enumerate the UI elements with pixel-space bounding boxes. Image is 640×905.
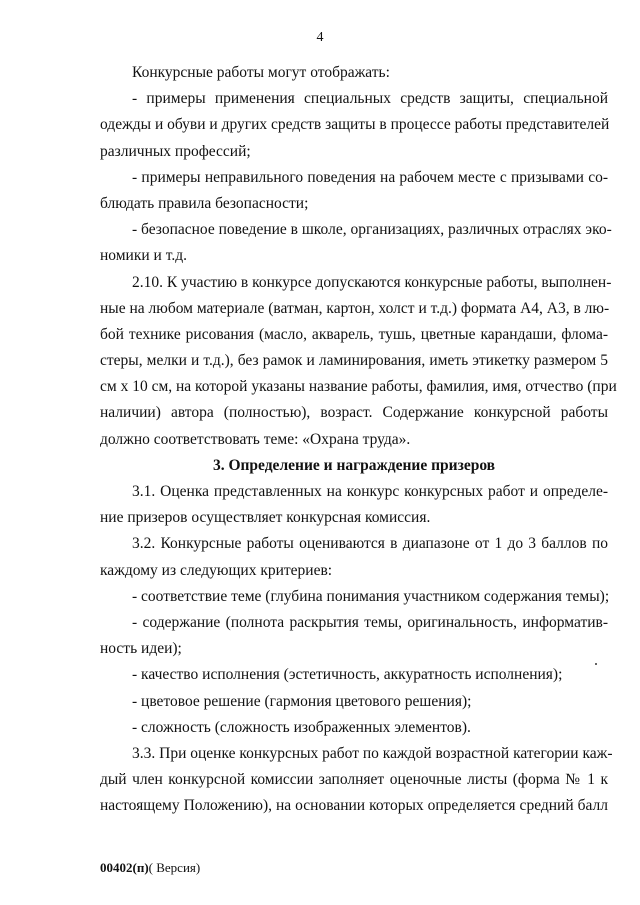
list-item: - соответствие теме (глубина понимания участником содержания темы); xyxy=(132,587,610,605)
text-line: различных профессий; xyxy=(100,142,251,160)
text-line: ние призеров осуществляет конкурсная комиссия. xyxy=(100,509,431,527)
text-line: - примеры неправильного поведения на рабочем месте с призывами со- xyxy=(132,168,608,186)
text-line: 3.3. При оценке конкурсных работ по каждой возрастной категории каж- xyxy=(132,744,613,762)
page-number: 4 xyxy=(316,30,324,45)
text-line: бой технике рисования (масло, акварель, тушь, цветные карандаши, флома- xyxy=(100,325,608,343)
text-line: ные на любом материале (ватман, картон, холст и т.д.) формата А4, А3, в лю- xyxy=(100,299,610,317)
text-line: настоящему Положению), на основании которых определяется средний балл xyxy=(100,797,608,815)
text-line: ность идеи); xyxy=(100,640,182,658)
text-line: одежды и обуви и других средств защиты в процессе работы представителей xyxy=(100,116,610,134)
list-item: - цветовое решение (гармония цветового решения); xyxy=(132,692,472,710)
text-line: - безопасное поведение в школе, организациях, различных отраслях эко- xyxy=(132,221,612,239)
text-line: 2.10. К участию в конкурсе допускаются конкурсные работы, выполнен- xyxy=(132,273,612,291)
footer-label: ( Версия) xyxy=(148,860,201,875)
scan-speck xyxy=(595,663,597,665)
text-line: дый член конкурсной комиссии заполняет оценочные листы (форма № 1 к xyxy=(100,771,608,789)
text-line: должно соответствовать теме: «Охрана труда». xyxy=(100,430,411,448)
text-line: стеры, мелки и т.д.), без рамок и ламинирования, иметь этикетку размером 5 xyxy=(100,352,608,370)
section-heading: 3. Определение и награждение призеров xyxy=(212,456,496,474)
document-footer xyxy=(100,860,200,876)
list-item: - качество исполнения (эстетичность, аккуратность исполнения); xyxy=(132,666,563,684)
list-item: - содержание (полнота раскрытия темы, оригинальность, информатив- xyxy=(132,613,608,631)
page-body xyxy=(100,60,617,819)
text-line: блюдать правила безопасности; xyxy=(100,194,309,212)
text-line: номики и т.д. xyxy=(100,247,187,265)
text-line: наличии) автора (полностью), возраст. Содержание конкурсной работы xyxy=(100,404,608,422)
text-line: - примеры применения специальных средств защиты, специальной xyxy=(132,90,608,108)
text-line: Конкурсные работы могут отображать: xyxy=(132,64,390,81)
text-line: 3.2. Конкурсные работы оцениваются в диапазоне от 1 до 3 баллов по xyxy=(132,535,608,553)
footer-code: 00402(п) xyxy=(100,860,149,875)
text-line: каждому из следующих критериев: xyxy=(100,561,333,579)
text-line: см х 10 см, на которой указаны название работы, фамилия, имя, отчество (при xyxy=(100,378,617,396)
list-item: - сложность (сложность изображенных элементов). xyxy=(132,718,471,736)
text-line: 3.1. Оценка представленных на конкурс конкурсных работ и определе- xyxy=(132,483,608,500)
